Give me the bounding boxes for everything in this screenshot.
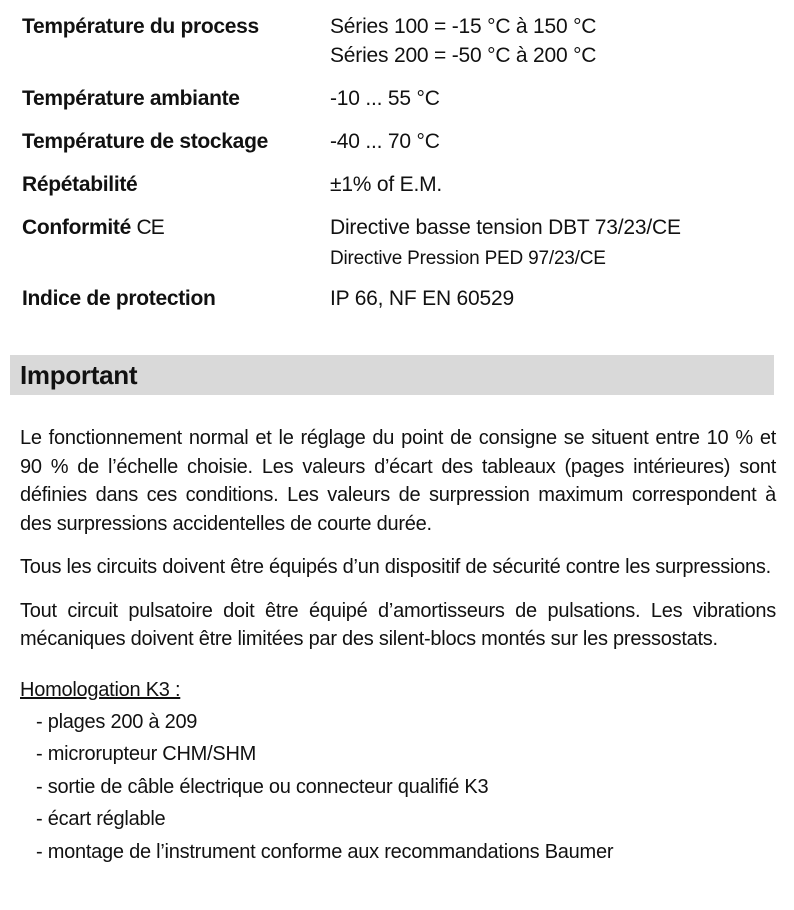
section-title: Important [20,360,138,390]
spec-label: Indice de protection [22,287,216,310]
spec-value: Directive basse tension DBT 73/23/CE [330,216,681,239]
list-item: - microrupteur CHM/SHM [36,743,257,765]
spec-value: IP 66, NF EN 60529 [330,287,514,310]
spec-value: -10 ... 55 °C [330,87,440,110]
spec-value: Séries 100 = -15 °C à 150 °C [330,15,597,38]
spec-values [330,84,782,113]
spec-row-ambient-temperature [22,84,782,113]
section-header-important [10,355,774,395]
spec-values [330,12,782,70]
paragraph: Tout circuit pulsatoire doit être équipé d’amortisseurs de pulsations. Les vibrations mécaniques doivent être limitées par des silent-blocs montés sur les pressostats. [20,599,776,650]
paragraph: Tous les circuits doivent être équipés d’un dispositif de sécurité contre les surpressions. [20,556,771,578]
spec-values [330,127,782,156]
list-item: - sortie de câble électrique ou connecteur qualifié K3 [36,775,489,798]
list-item: - montage de l’instrument conforme aux recommandations Baumer [36,840,614,863]
spec-row-process-temperature [22,12,782,70]
spec-values [330,213,782,276]
spec-label: Température ambiante [22,87,240,110]
list-item: - écart réglable [36,808,166,830]
spec-label-conformity [22,213,330,276]
spec-label: Température de stockage [22,130,268,153]
spec-values [330,170,782,199]
spec-table [22,12,782,313]
paragraph: Le fonctionnement normal et le réglage du point de consigne se situent entre 10 % et 90 % de l’échelle choisie. Les valeurs d’écart des tableaux (pages intérieures) sont définies dans ces conditions. Les valeurs de surpression maximum correspondent à des surpressions accidentelles de courte durée. [20,427,776,535]
spec-row-protection-index [22,284,782,313]
spec-values [330,284,782,313]
spec-value: Directive Pression PED 97/23/CE [330,248,606,269]
ce-mark: CE [136,216,164,239]
spec-label: Répétabilité [22,173,138,196]
spec-label: Température du process [22,15,259,38]
spec-value: -40 ... 70 °C [330,130,440,153]
spec-row-repeatability [22,170,782,199]
spec-value: ±1% of E.M. [330,173,443,196]
list-item: - plages 200 à 209 [36,710,198,733]
homologation-list [20,706,776,869]
homologation-title: Homologation K3 : [20,678,181,701]
spec-row-storage-temperature [22,127,782,156]
spec-value: Séries 200 = -50 °C à 200 °C [330,44,597,67]
spec-label: Conformité [22,216,131,239]
spec-row-conformity [22,213,782,276]
important-body [20,424,776,868]
